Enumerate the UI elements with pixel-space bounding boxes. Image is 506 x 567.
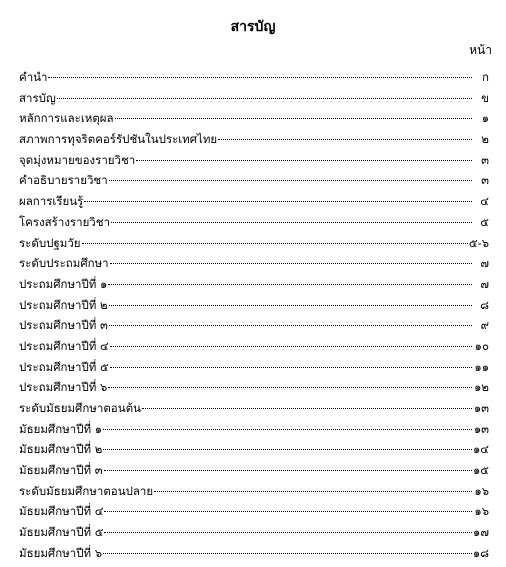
toc-entry [19, 543, 489, 564]
dot-leader [109, 325, 472, 326]
dot-leader [218, 139, 472, 140]
toc-entry-label: ประถมศึกษาปีที่ ๖ [19, 380, 108, 395]
dot-leader [82, 243, 468, 244]
dot-leader [104, 532, 472, 533]
toc-entry [19, 501, 489, 522]
toc-entry-label: มัธยมศึกษาปีที่ ๑ [19, 421, 103, 436]
toc-entry-page: ๗ [480, 256, 489, 271]
dot-leader [109, 180, 472, 181]
toc-entry-page: ๑๖ [474, 504, 489, 519]
toc-entry-label: ระดับมัธยมศึกษาตอนปลาย [19, 483, 154, 498]
dot-leader [108, 387, 472, 388]
toc-entry-page: ๑๑ [474, 359, 489, 374]
toc-entry-page: ข [481, 90, 489, 105]
toc-entry-page: ๘ [480, 297, 489, 312]
dot-leader [154, 491, 472, 492]
dot-leader [103, 429, 472, 430]
dot-leader [48, 77, 472, 78]
dot-leader [84, 201, 472, 202]
dot-leader [136, 160, 472, 161]
dot-leader [115, 118, 472, 119]
toc-entry-label: มัธยมศึกษาปีที่ ๖ [19, 545, 103, 560]
toc-entry-label: ระดับมัธยมศึกษาตอนต้น [19, 401, 141, 415]
page-title: สารบัญ [230, 19, 276, 35]
toc-entry [19, 108, 489, 129]
dot-leader [57, 98, 472, 99]
toc-entry-label: สภาพการทุจริตคอร์รัปชันในประเทศไทย [19, 132, 218, 147]
toc-entry-page: ๑๔ [472, 442, 489, 457]
dot-leader [103, 553, 472, 554]
toc-entry [19, 212, 489, 233]
toc-entry [19, 274, 489, 295]
toc-entry-label: หลักการและเหตุผล [19, 111, 114, 126]
toc-entry-label: มัธยมศึกษาปีที่ ๔ [19, 504, 104, 519]
toc-entry [19, 315, 489, 336]
dot-leader [108, 284, 472, 285]
toc-entry-label: ประถมศึกษาปีที่ ๓ [19, 318, 108, 333]
toc-entry-page: ๔ [480, 194, 489, 209]
toc-entry [19, 481, 489, 502]
toc-entry-page: ๑ [481, 111, 489, 126]
toc-entry-label: ระดับประถมศึกษา [19, 256, 109, 271]
table-of-contents [19, 67, 489, 564]
page-column-label: หน้า [469, 43, 492, 57]
toc-entry-page: ๑๘ [472, 545, 489, 560]
dot-leader [103, 449, 472, 450]
toc-entry-label: มัธยมศึกษาปีที่ ๓ [19, 463, 103, 478]
toc-entry-page: ๗ [480, 276, 489, 291]
toc-entry [19, 191, 489, 212]
toc-entry-label: โครงสร้างรายวิชา [19, 214, 111, 229]
toc-entry-page: ๑๒ [474, 380, 489, 395]
toc-entry [19, 233, 489, 254]
toc-entry [19, 377, 489, 398]
toc-entry [19, 398, 489, 419]
toc-entry-page: ๑๓ [473, 401, 489, 415]
toc-entry [19, 88, 489, 109]
toc-entry [19, 67, 489, 88]
dot-leader [142, 408, 472, 409]
toc-entry-label: มัธยมศึกษาปีที่ ๒ [19, 442, 103, 457]
dot-leader [104, 511, 472, 512]
toc-entry-page: ๑๗ [473, 525, 489, 540]
dot-leader [104, 470, 472, 471]
toc-entry [19, 336, 489, 357]
toc-entry [19, 170, 489, 191]
toc-entry-label: ผลการเรียนรู้ [19, 194, 84, 209]
dot-leader [109, 305, 472, 306]
toc-entry-page: ๓ [481, 173, 489, 188]
toc-entry-label: มัธยมศึกษาปีที่ ๕ [19, 525, 104, 540]
toc-entry-page: ๕ [480, 214, 489, 229]
toc-entry-page: ๒ [481, 132, 489, 147]
toc-entry-page: ๑๐ [474, 338, 489, 353]
toc-entry-label: จุดมุ่งหมายของรายวิชา [19, 152, 136, 167]
dot-leader [111, 222, 472, 223]
toc-entry-label: ประถมศึกษาปีที่ ๔ [19, 338, 109, 353]
toc-entry-page: ๓ [481, 152, 489, 167]
toc-entry [19, 460, 489, 481]
toc-entry-page: ๑๖ [474, 483, 489, 498]
toc-entry-page: ๙ [480, 318, 489, 333]
dot-leader [110, 263, 472, 264]
toc-entry-label: ประถมศึกษาปีที่ ๒ [19, 297, 108, 312]
toc-entry-page: ๑๓ [473, 421, 489, 436]
toc-entry-label: ระดับปฐมวัย [19, 235, 81, 250]
toc-entry [19, 253, 489, 274]
toc-entry [19, 522, 489, 543]
toc-entry-label: สารบัญ [19, 90, 56, 105]
toc-entry [19, 419, 489, 440]
toc-entry [19, 357, 489, 378]
toc-entry [19, 439, 489, 460]
toc-entry [19, 129, 489, 150]
toc-entry [19, 150, 489, 171]
dot-leader [110, 367, 472, 368]
toc-entry-label: คำอธิบายรายวิชา [19, 173, 108, 188]
toc-entry-label: ประถมศึกษาปีที่ ๕ [19, 359, 109, 374]
dot-leader [110, 346, 472, 347]
toc-entry-page: ก [482, 70, 489, 84]
toc-entry-label: ประถมศึกษาปีที่ ๑ [19, 276, 108, 291]
toc-entry-page: ๑๕ [472, 463, 489, 478]
toc-entry [19, 295, 489, 316]
toc-entry-label: คำนำ [19, 70, 48, 84]
toc-entry-page: ๕-๖ [468, 235, 489, 250]
